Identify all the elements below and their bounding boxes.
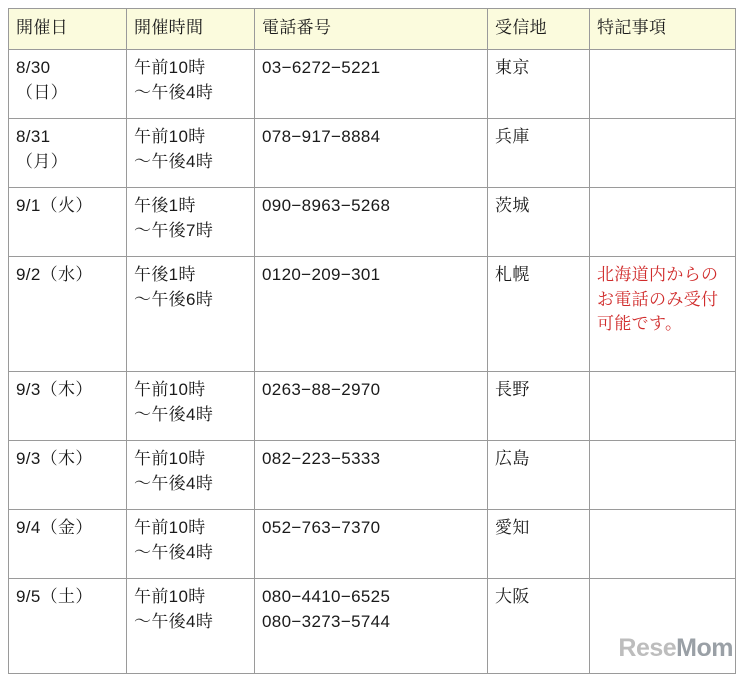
column-header-area: 受信地 bbox=[488, 9, 590, 50]
cell-area bbox=[488, 119, 590, 188]
cell-area bbox=[488, 188, 590, 257]
watermark-text-primary: Rese bbox=[618, 634, 677, 662]
watermark-text-secondary: Mom bbox=[676, 634, 733, 662]
table-row bbox=[9, 441, 736, 510]
cell-time bbox=[127, 510, 255, 579]
cell-time bbox=[127, 372, 255, 441]
table-header-row bbox=[9, 9, 736, 50]
column-header-time: 開催時間 bbox=[127, 9, 255, 50]
time-line: 午前10時 bbox=[134, 518, 206, 537]
time-line: 〜午後4時 bbox=[134, 82, 214, 102]
cell-time bbox=[127, 579, 255, 674]
time-line: 午前10時 bbox=[134, 449, 206, 468]
table-row bbox=[9, 372, 736, 441]
cell-date bbox=[9, 372, 127, 441]
table-row bbox=[9, 510, 736, 579]
cell-note bbox=[590, 441, 736, 510]
time-line: 午前10時 bbox=[134, 58, 206, 77]
date-line: （月） bbox=[16, 151, 69, 171]
note-line: 北海道内からのお電話のみ受付可能です。 bbox=[597, 265, 719, 334]
cell-phone bbox=[255, 119, 488, 188]
time-line: 午前10時 bbox=[134, 380, 206, 399]
phone-line: 078−917−8884 bbox=[262, 127, 381, 146]
time-line: 〜午後6時 bbox=[134, 289, 214, 309]
area-line: 愛知 bbox=[495, 518, 530, 537]
cell-time bbox=[127, 441, 255, 510]
cell-time bbox=[127, 50, 255, 119]
cell-date bbox=[9, 579, 127, 674]
area-line: 兵庫 bbox=[495, 127, 530, 146]
date-line: 8/30 bbox=[16, 58, 51, 77]
cell-time bbox=[127, 119, 255, 188]
table-row bbox=[9, 119, 736, 188]
date-line: （日） bbox=[16, 82, 69, 102]
area-line: 東京 bbox=[495, 58, 530, 77]
phone-line: 080−3273−5744 bbox=[262, 611, 391, 631]
cell-note bbox=[590, 188, 736, 257]
time-line: 〜午後7時 bbox=[134, 220, 214, 240]
cell-area bbox=[488, 372, 590, 441]
cell-phone bbox=[255, 441, 488, 510]
cell-note bbox=[590, 119, 736, 188]
resemom-watermark bbox=[618, 634, 733, 663]
phone-line: 090−8963−5268 bbox=[262, 196, 391, 215]
cell-area bbox=[488, 50, 590, 119]
phone-line: 082−223−5333 bbox=[262, 449, 381, 468]
date-line: 9/1（火） bbox=[16, 196, 93, 215]
area-line: 広島 bbox=[495, 449, 530, 468]
time-line: 午前10時 bbox=[134, 127, 206, 146]
cell-date bbox=[9, 257, 127, 372]
table-row bbox=[9, 257, 736, 372]
cell-phone bbox=[255, 372, 488, 441]
date-line: 9/3（木） bbox=[16, 380, 93, 399]
table-row bbox=[9, 50, 736, 119]
cell-time bbox=[127, 188, 255, 257]
phone-line: 080−4410−6525 bbox=[262, 587, 391, 606]
cell-area bbox=[488, 510, 590, 579]
cell-phone bbox=[255, 510, 488, 579]
cell-note bbox=[590, 510, 736, 579]
area-line: 札幌 bbox=[495, 265, 530, 284]
cell-note bbox=[590, 50, 736, 119]
cell-date bbox=[9, 441, 127, 510]
phone-line: 03−6272−5221 bbox=[262, 58, 381, 77]
time-line: 午後1時 bbox=[134, 265, 196, 284]
column-header-phone: 電話番号 bbox=[255, 9, 488, 50]
area-line: 長野 bbox=[495, 380, 530, 399]
area-line: 茨城 bbox=[495, 196, 530, 215]
cell-date bbox=[9, 119, 127, 188]
time-line: 〜午後4時 bbox=[134, 611, 214, 631]
cell-note bbox=[590, 372, 736, 441]
time-line: 午後1時 bbox=[134, 196, 196, 215]
date-line: 9/5（土） bbox=[16, 587, 93, 606]
date-line: 8/31 bbox=[16, 127, 51, 146]
column-header-note: 特記事項 bbox=[590, 9, 736, 50]
time-line: 〜午後4時 bbox=[134, 151, 214, 171]
time-line: 〜午後4時 bbox=[134, 404, 214, 424]
cell-date bbox=[9, 510, 127, 579]
date-line: 9/3（木） bbox=[16, 449, 93, 468]
time-line: 午前10時 bbox=[134, 587, 206, 606]
time-line: 〜午後4時 bbox=[134, 473, 214, 493]
cell-phone bbox=[255, 50, 488, 119]
cell-date bbox=[9, 188, 127, 257]
phone-line: 0120−209−301 bbox=[262, 265, 381, 284]
area-line: 大阪 bbox=[495, 587, 530, 606]
phone-line: 052−763−7370 bbox=[262, 518, 381, 537]
cell-time bbox=[127, 257, 255, 372]
cell-note bbox=[590, 257, 736, 372]
cell-date bbox=[9, 50, 127, 119]
cell-phone bbox=[255, 188, 488, 257]
cell-area bbox=[488, 257, 590, 372]
cell-phone bbox=[255, 257, 488, 372]
date-line: 9/4（金） bbox=[16, 518, 93, 537]
time-line: 〜午後4時 bbox=[134, 542, 214, 562]
phone-consultation-schedule-table bbox=[8, 8, 736, 674]
cell-phone bbox=[255, 579, 488, 674]
table-row bbox=[9, 188, 736, 257]
column-header-date: 開催日 bbox=[9, 9, 127, 50]
cell-area bbox=[488, 441, 590, 510]
cell-area bbox=[488, 579, 590, 674]
date-line: 9/2（水） bbox=[16, 265, 93, 284]
phone-line: 0263−88−2970 bbox=[262, 380, 381, 399]
